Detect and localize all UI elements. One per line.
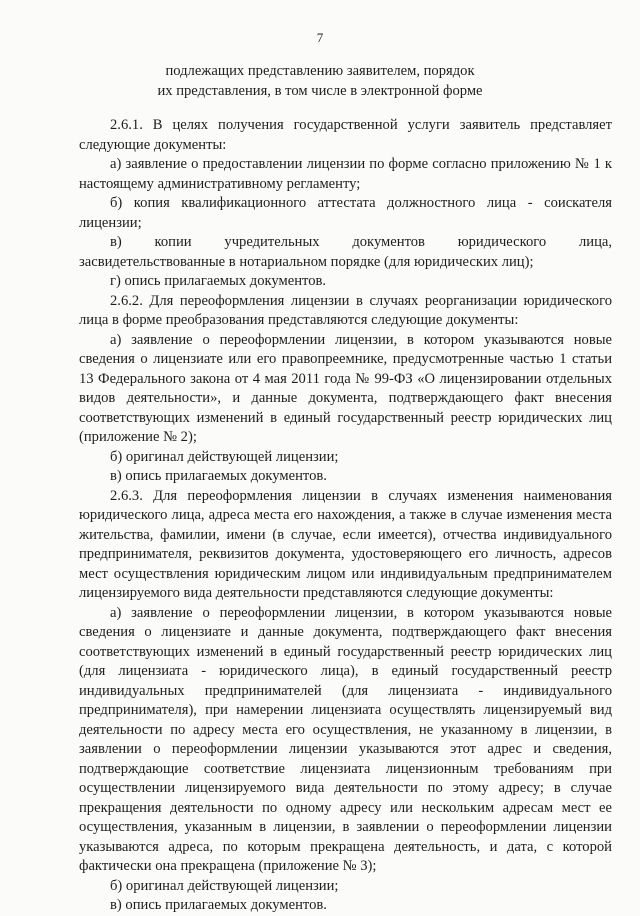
section-heading-line: подлежащих представлению заявителем, порядок <box>165 63 475 79</box>
paragraph: а) заявление о переоформлении лицензии, в котором указываются новые сведения о лицензиате и данные документа, подтверждающего факт внесения соответствующих изменений в единый государственный реестр юридических лиц (для лицензиата - юридического лица), в единый государственный реестр индивидуальных предпринимателей (для лицензиата - индивидуального предпринимателя), при намерении лицензиата осуществлять лицензируемый вид деятельности по адресу места его осуществления, не указанному в лицензии, в заявлении о переоформлении лицензии указываются этот адрес и сведения, подтверждающие соответствие лицензиата лицензионным требованиям при осуществлении лицензируемого вида деятельности по этому адресу; в случае прекращения деятельности по одному адресу или нескольким адресам мест ее осуществления, указанным в лицензии, в заявлении о переоформлении лицензии указываются адреса, по которым прекращена деятельность, и дата, с которой фактически она прекращена (приложение № 3); <box>79 604 612 874</box>
page-number: 7 <box>316 30 324 45</box>
document-body <box>79 116 612 916</box>
section-heading <box>0 62 640 101</box>
paragraph: в) опись прилагаемых документов. <box>110 468 327 484</box>
paragraph: а) заявление о переоформлении лицензии, в котором указываются новые сведения о лицензиате или его правопреемнике, предусмотренные частью 1 статьи 13 Федерального закона от 4 мая 2011 года № 99-ФЗ «О лицензировании отдельных видов деятельности», и данные документа, подтверждающего факт внесения соответствующих изменений в единый государственный реестр юридических лиц (приложение № 2); <box>79 331 612 445</box>
section-heading-line: их представления, в том числе в электронной форме <box>157 82 483 99</box>
paragraph: а) заявление о предоставлении лицензии по форме согласно приложению № 1 к настоящему административному регламенту; <box>79 156 612 192</box>
paragraph: 2.6.2. Для переоформления лицензии в случаях реорганизации юридического лица в форме преобразования представляются следующие документы: <box>79 292 612 328</box>
paragraph: б) оригинал действующей лицензии; <box>110 448 339 465</box>
paragraph: в) опись прилагаемых документов. <box>110 897 327 913</box>
paragraph: г) опись прилагаемых документов. <box>110 273 327 289</box>
paragraph: б) копия квалификационного аттестата должностного лица - соискателя лицензии; <box>79 195 612 231</box>
paragraph: 2.6.3. Для переоформления лицензии в случаях изменения наименования юридического лица, адреса места его нахождения, а также в случае изменения места жительства, фамилии, имени (в случае, если имеется), отчества индивидуального предпринимателя, реквизитов документа, удостоверяющего его личность, адресов мест осуществления юридическим лицом или индивидуальным предпринимателем лицензируемого вида деятельности представляются следующие документы: <box>79 487 612 601</box>
paragraph: 2.6.1. В целях получения государственной услуги заявитель представляет следующие документы: <box>79 117 612 153</box>
paragraph: б) оригинал действующей лицензии; <box>110 877 339 894</box>
paragraph: в) копии учредительных документов юридического лица, засвидетельствованные в нотариальном порядке (для юридических лиц); <box>79 234 612 270</box>
